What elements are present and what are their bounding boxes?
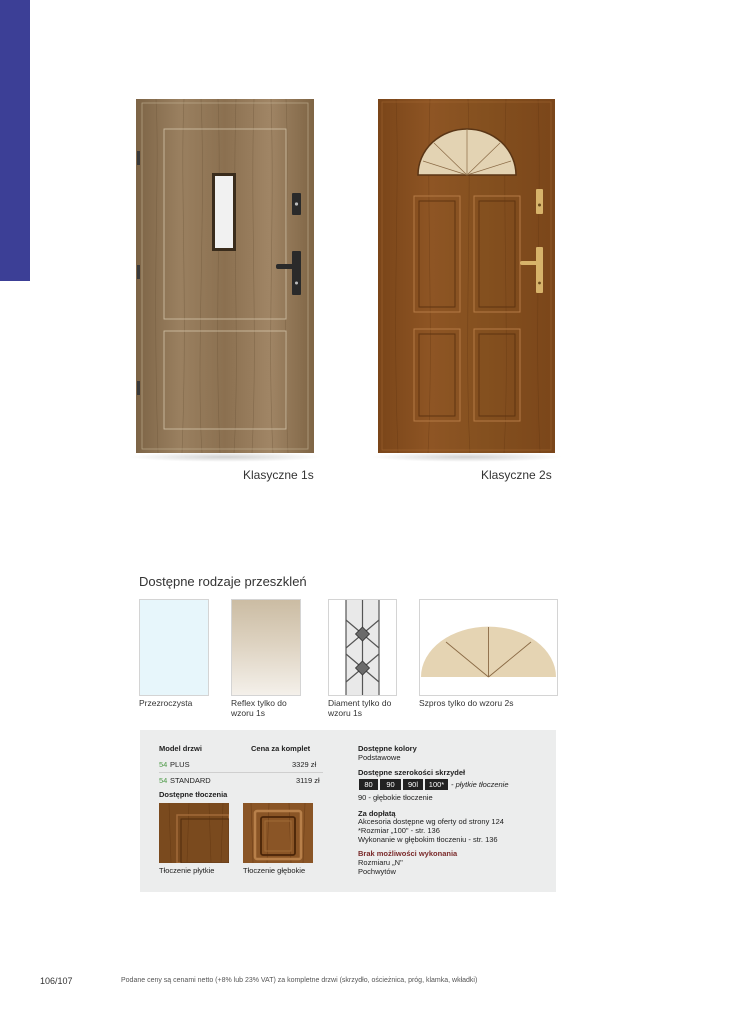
model-price: 3119 zł xyxy=(296,776,320,785)
door-caption-klasyczne-2s: Klasyczne 2s xyxy=(481,468,552,482)
price-header: Cena za komplet xyxy=(251,744,311,753)
door-klasyczne-2s-image[interactable] xyxy=(378,99,555,453)
glass-label-diament: Diament tylko do wzoru 1s xyxy=(328,698,392,718)
widths-note: - płytkie tłoczenie xyxy=(451,780,509,789)
door-caption-klasyczne-1s: Klasyczne 1s xyxy=(243,468,314,482)
embossing-header: Dostępne tłoczenia xyxy=(159,790,228,799)
door-klasyczne-1s-image[interactable] xyxy=(136,99,314,453)
extra-line: Wykonanie w głębokim tłoczeniu - str. 136 xyxy=(358,835,498,844)
colors-header: Dostępne kolory xyxy=(358,744,417,753)
model-number: 54 xyxy=(159,760,168,769)
model-name: STANDARD xyxy=(170,776,211,785)
glass-swatch-diament[interactable] xyxy=(328,599,397,696)
glass-label-przezroczysta: Przezroczysta xyxy=(139,698,193,708)
model-price: 3329 zł xyxy=(292,760,317,769)
embossing-label: Tłoczenie płytkie xyxy=(159,866,215,875)
embossing-shallow-image xyxy=(159,803,229,863)
glass-label-reflex: Reflex tylko do wzoru 1s xyxy=(231,698,287,718)
info-panel xyxy=(140,730,556,892)
side-accent-bar xyxy=(0,0,30,281)
model-header: Model drzwi xyxy=(159,744,202,753)
widths-header: Dostępne szerokości skrzydeł xyxy=(358,768,466,777)
glazing-heading: Dostępne rodzaje przeszkleń xyxy=(139,574,307,589)
glass-label-szpros: Szpros tylko do wzoru 2s xyxy=(419,698,514,708)
extra-line: Akcesoria dostępne wg oferty od strony 124 xyxy=(358,817,504,826)
extra-header: Za dopłatą xyxy=(358,809,396,818)
door-shadow xyxy=(370,452,563,462)
embossing-deep-image xyxy=(243,803,313,863)
embossing-label: Tłoczenie głębokie xyxy=(243,866,306,875)
widths-deep: 90 - głębokie tłoczenie xyxy=(358,793,433,802)
width-chip: 90l xyxy=(403,779,423,790)
glass-swatch-szpros[interactable] xyxy=(419,599,558,696)
row-divider xyxy=(159,772,323,773)
door-shadow xyxy=(128,452,322,462)
unavailable-line: Pochwytów xyxy=(358,867,396,876)
width-chip: 100* xyxy=(425,779,448,790)
model-name: PLUS xyxy=(170,760,190,769)
price-footnote: Podane ceny są cenami netto (+8% lub 23% VAT) za kompletne drzwi (skrzydło, ościeżnica, próg, klamka, wkładki) xyxy=(121,977,478,984)
page-number: 106/107 xyxy=(40,976,73,986)
unavailable-header: Brak możliwości wykonania xyxy=(358,849,458,858)
model-number: 54 xyxy=(159,776,168,785)
width-chip: 80 xyxy=(359,779,378,790)
glass-swatch-przezroczysta[interactable] xyxy=(139,599,209,696)
width-chip: 90 xyxy=(380,779,401,790)
extra-line: *Rozmiar „100" - str. 136 xyxy=(358,826,440,835)
unavailable-line: Rozmiaru „N" xyxy=(358,858,403,867)
colors-value: Podstawowe xyxy=(358,753,401,762)
glass-swatch-reflex[interactable] xyxy=(231,599,301,696)
